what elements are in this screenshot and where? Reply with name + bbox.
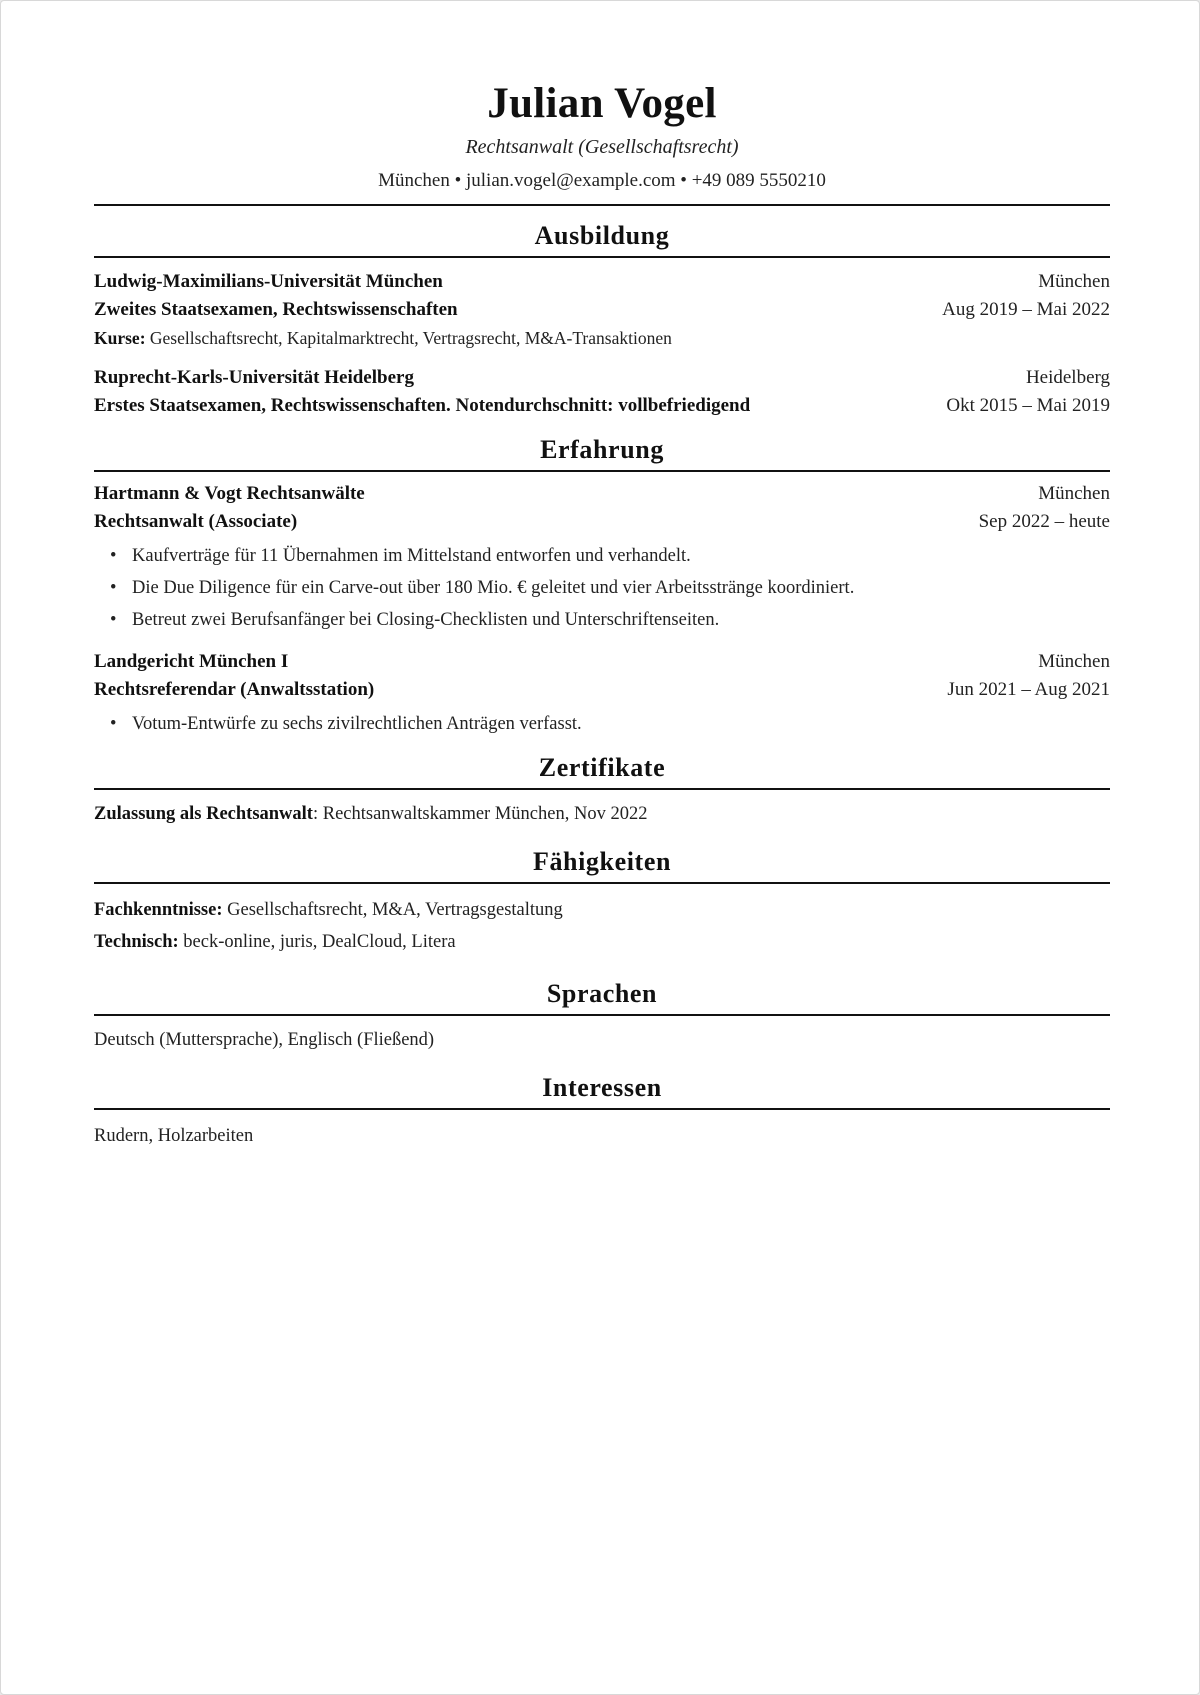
institution-name: Ruprecht-Karls-Universität Heidelberg <box>94 367 414 388</box>
experience-entry <box>94 480 1110 636</box>
bullet-icon: • <box>110 714 117 734</box>
bullet-item <box>110 572 1110 604</box>
courses-line <box>94 324 1110 352</box>
certificate-label: Zulassung als Rechtsanwalt <box>94 804 313 824</box>
bullet-text: Die Due Diligence für ein Carve-out über 180 Mio. € geleitet und vier Arbeitsstränge koordiniert. <box>132 578 855 598</box>
bullet-icon: • <box>110 578 117 598</box>
employer-name: Landgericht München I <box>94 651 289 672</box>
degree-name: Erstes Staatsexamen, Rechtswissenschaften. Notendurchschnitt: vollbefriedigend <box>94 395 751 416</box>
position-title: Rechtsanwalt (Associate) <box>94 511 298 532</box>
experience-bullets <box>94 708 1110 740</box>
bullet-text: Betreut zwei Berufsanfänger bei Closing-Checklisten und Unterschriftenseiten. <box>132 610 720 630</box>
bullet-item <box>110 540 1110 572</box>
experience-dates: Sep 2022 – heute <box>978 511 1110 532</box>
experience-entry <box>94 648 1110 740</box>
courses-text: Gesellschaftsrecht, Kapitalmarktrecht, Vertragsrecht, M&A-Transaktionen <box>149 328 672 348</box>
skill-label: Technisch: <box>94 932 179 952</box>
degree-name: Zweites Staatsexamen, Rechtswissenschaften <box>94 299 458 320</box>
education-entry <box>94 268 1110 352</box>
certificate-text: : Rechtsanwaltskammer München, Nov 2022 <box>312 804 648 824</box>
section-title-languages: Sprachen <box>94 978 1110 1016</box>
languages-section <box>94 978 1110 1054</box>
bullet-item <box>110 708 1110 740</box>
employer-name: Hartmann & Vogt Rechtsanwälte <box>94 483 365 504</box>
employer-location: München <box>1038 483 1110 504</box>
certificates-section <box>94 752 1110 828</box>
section-title-experience: Erfahrung <box>94 434 1110 472</box>
skill-line <box>94 926 1110 958</box>
bullet-text: Votum-Entwürfe zu sechs zivilrechtlichen Anträgen verfasst. <box>132 714 582 734</box>
institution-location: München <box>1038 271 1110 292</box>
bullet-item <box>110 604 1110 636</box>
skill-text: Gesellschaftsrecht, M&A, Vertragsgestaltung <box>222 900 563 920</box>
institution-name: Ludwig-Maximilians-Universität München <box>94 271 443 292</box>
experience-bullets <box>94 540 1110 636</box>
courses-label: Kurse: <box>94 328 146 348</box>
interests-text: Rudern, Holzarbeiten <box>94 1126 254 1146</box>
interests-section <box>94 1072 1110 1150</box>
candidate-name: Julian Vogel <box>487 80 717 127</box>
employer-location: München <box>1038 651 1110 672</box>
skill-line <box>94 894 1110 926</box>
section-title-education: Ausbildung <box>94 220 1110 258</box>
institution-location: Heidelberg <box>1025 367 1110 388</box>
experience-section <box>94 434 1110 740</box>
bullet-icon: • <box>110 546 117 566</box>
resume-content <box>94 79 1110 1150</box>
experience-dates: Jun 2021 – Aug 2021 <box>947 679 1110 700</box>
education-section <box>94 220 1110 420</box>
languages-text: Deutsch (Muttersprache), Englisch (Fließend) <box>94 1030 435 1050</box>
certificate-line <box>94 800 1110 828</box>
education-dates: Aug 2019 – Mai 2022 <box>942 299 1110 320</box>
section-title-interests: Interessen <box>94 1072 1110 1110</box>
education-dates: Okt 2015 – Mai 2019 <box>946 395 1110 416</box>
skills-section <box>94 846 1110 958</box>
section-title-skills: Fähigkeiten <box>94 846 1110 884</box>
candidate-role: Rechtsanwalt (Gesellschaftsrecht) <box>465 136 739 158</box>
position-title: Rechtsreferendar (Anwaltsstation) <box>94 679 375 700</box>
education-entry <box>94 364 1110 420</box>
header-divider <box>94 204 1110 206</box>
skill-label: Fachkenntnisse: <box>94 900 223 920</box>
skill-text: beck-online, juris, DealCloud, Litera <box>178 932 456 952</box>
bullet-icon: • <box>110 610 117 630</box>
section-title-certificates: Zertifikate <box>94 752 1110 790</box>
bullet-text: Kaufverträge für 11 Übernahmen im Mittelstand entworfen und verhandelt. <box>132 546 691 566</box>
contact-line: München • julian.vogel@example.com • +49 089 5550210 <box>378 170 826 191</box>
